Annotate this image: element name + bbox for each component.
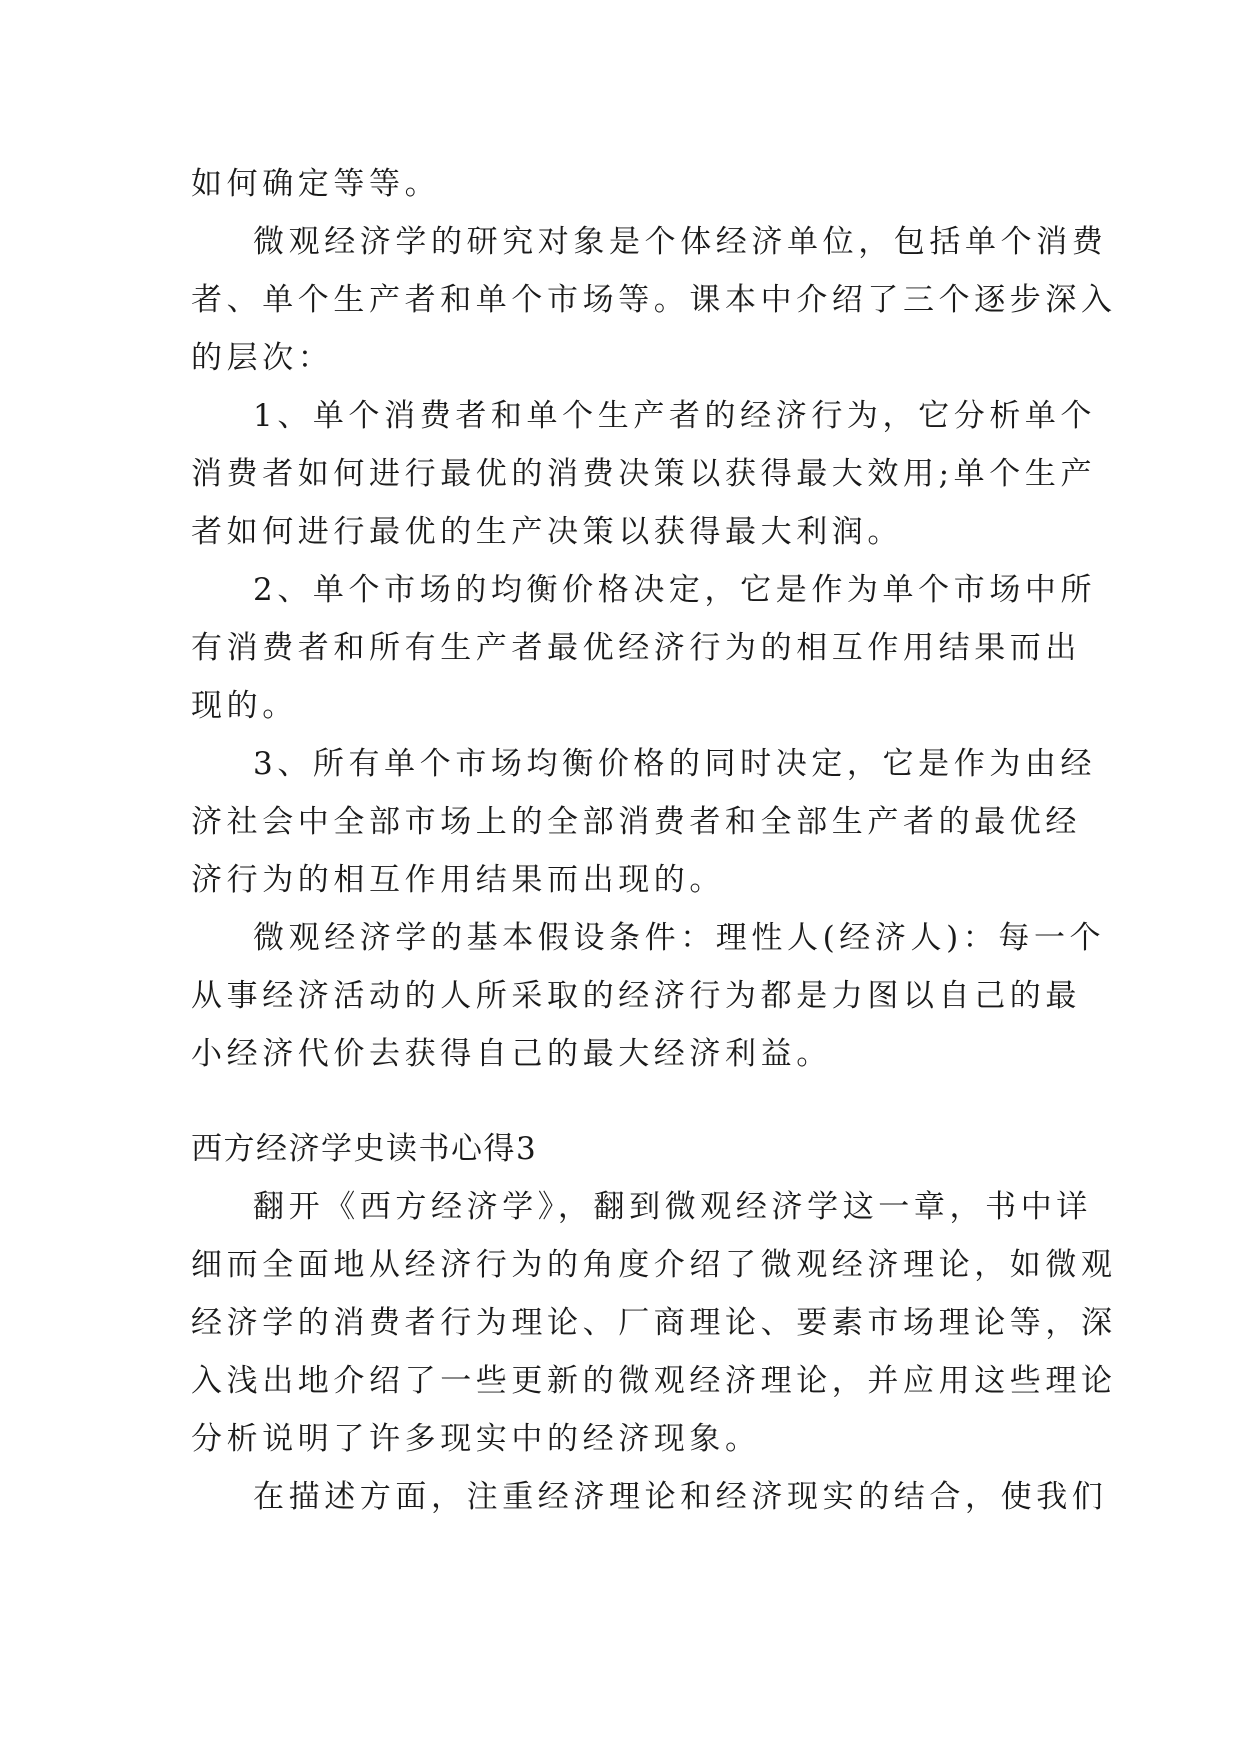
paragraph-research-object-line-2: 者、单个生产者和单个市场等。课本中介绍了三个逐步深入 [191, 282, 1117, 318]
paragraph-level-3-line-2: 济社会中全部市场上的全部消费者和全部生产者的最优经 [191, 804, 1081, 840]
paragraph-level-1-line-3: 者如何进行最优的生产决策以获得最大利润。 [191, 514, 903, 550]
paragraph-book-intro-line-5: 分析说明了许多现实中的经济现象。 [191, 1421, 761, 1457]
paragraph-book-intro-line-2: 细而全面地从经济行为的角度介绍了微观经济理论，如微观 [191, 1247, 1117, 1283]
paragraph-assumptions-line-2: 从事经济活动的人所采取的经济行为都是力图以自己的最 [191, 978, 1081, 1014]
paragraph-research-object-line-3: 的层次： [191, 340, 334, 376]
paragraph-level-3-line-3: 济行为的相互作用结果而出现的。 [191, 862, 725, 898]
paragraph-level-1-line-1: 1、单个消费者和单个生产者的经济行为，它分析单个 [253, 398, 1097, 434]
paragraph-description-line-1: 在描述方面，注重经济理论和经济现实的结合，使我们 [253, 1479, 1108, 1515]
paragraph-book-intro-line-3: 经济学的消费者行为理论、厂商理论、要素市场理论等，深 [191, 1305, 1117, 1341]
paragraph-level-1-line-2: 消费者如何进行最优的消费决策以获得最大效用;单个生产 [191, 456, 1097, 492]
paragraph-research-object-line-1: 微观经济学的研究对象是个体经济单位，包括单个消费 [253, 224, 1108, 260]
paragraph-level-2-line-2: 有消费者和所有生产者最优经济行为的相互作用结果而出 [191, 630, 1081, 666]
paragraph-level-2-line-3: 现的。 [191, 688, 298, 724]
paragraph-assumptions-line-1: 微观经济学的基本假设条件：理性人(经济人)：每一个 [253, 920, 1106, 956]
paragraph-book-intro-line-1: 翻开《西方经济学》，翻到微观经济学这一章，书中详 [253, 1189, 1092, 1225]
section-title: 西方经济学史读书心得3 [191, 1131, 538, 1167]
paragraph-book-intro-line-4: 入浅出地介绍了一些更新的微观经济理论，并应用这些理论 [191, 1363, 1117, 1399]
continuation-line: 如何确定等等。 [191, 166, 441, 202]
paragraph-assumptions-line-3: 小经济代价去获得自己的最大经济利益。 [191, 1036, 832, 1072]
paragraph-level-2-line-1: 2、单个市场的均衡价格决定，它是作为单个市场中所 [253, 572, 1097, 608]
paragraph-level-3-line-1: 3、所有单个市场均衡价格的同时决定，它是作为由经 [253, 746, 1097, 782]
